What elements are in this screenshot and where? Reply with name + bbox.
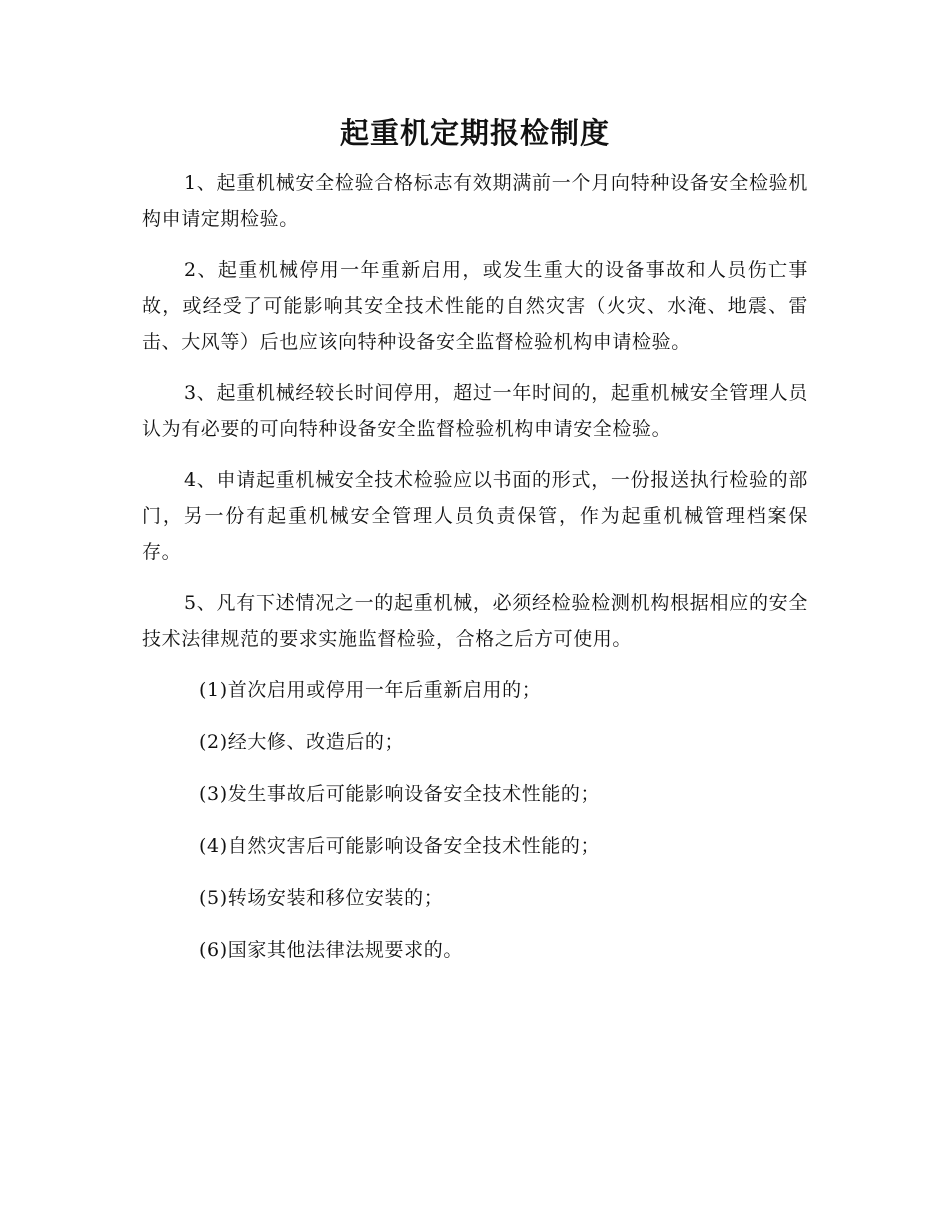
page-title: 起重机定期报检制度 bbox=[339, 116, 610, 150]
list-item: (1)首次启用或停用一年后重新启用的； bbox=[199, 679, 542, 701]
list-item: (2)经大修、改造后的； bbox=[199, 731, 405, 753]
list-item: (6)国家其他法律法规要求的。 bbox=[199, 939, 463, 961]
paragraph-5: 5、凡有下述情况之一的起重机械，必须经检验检测机构根据相应的安全技术法律规范的要求实施监督检验，合格之后方可使用。 bbox=[142, 592, 808, 650]
list-item: (3)发生事故后可能影响设备安全技术性能的； bbox=[199, 783, 601, 805]
paragraph-1: 1、起重机械安全检验合格标志有效期满前一个月向特种设备安全检验机构申请定期检验。 bbox=[142, 172, 808, 230]
paragraph-4: 4、申请起重机械安全技术检验应以书面的形式，一份报送执行检验的部门，另一份有起重机械安全管理人员负责保管，作为起重机械管理档案保存。 bbox=[142, 469, 808, 563]
list-item: (5)转场安装和移位安装的； bbox=[199, 887, 444, 909]
condition-list bbox=[142, 672, 808, 968]
document-body bbox=[142, 165, 808, 984]
paragraph-3: 3、起重机械经较长时间停用，超过一年时间的，起重机械安全管理人员认为有必要的可向特种设备安全监督检验机构申请安全检验。 bbox=[142, 382, 808, 440]
paragraph-2: 2、起重机械停用一年重新启用，或发生重大的设备事故和人员伤亡事故，或经受了可能影响其安全技术性能的自然灾害（火灾、水淹、地震、雷击、大风等）后也应该向特种设备安全监督检验机构申请检验。 bbox=[142, 259, 808, 353]
list-item: (4)自然灾害后可能影响设备安全技术性能的； bbox=[199, 835, 601, 857]
